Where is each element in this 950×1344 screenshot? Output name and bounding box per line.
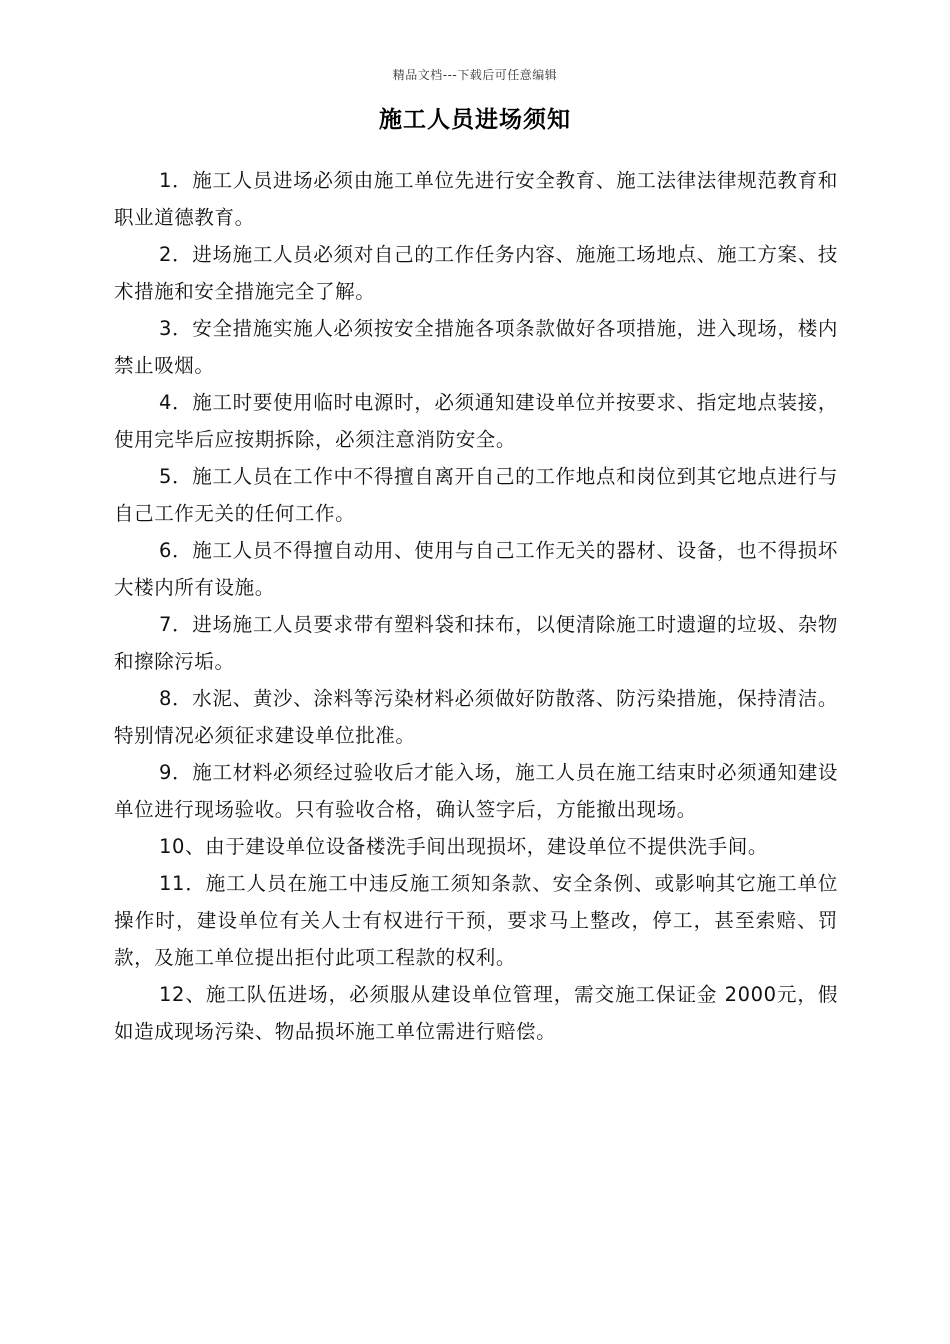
clause-2: 2．进场施工人员必须对自己的工作任务内容、施施工场地点、施工方案、技术措施和安全措施完全了解。 (114, 243, 838, 303)
clause-9: 9．施工材料必须经过验收后才能入场，施工人员在施工结束时必须通知建设单位进行现场验收。只有验收合格，确认签字后，方能撤出现场。 (114, 761, 838, 821)
document-title: 施工人员进场须知 (379, 107, 571, 133)
clause-12: 12、施工队伍进场，必须服从建设单位管理，需交施工保证金 2000元，假如造成现场污染、物品损坏施工单位需进行赔偿。 (114, 983, 838, 1043)
clause-8: 8．水泥、黄沙、涂料等污染材料必须做好防散落、防污染措施，保持清洁。特别情况必须征求建设单位批准。 (114, 687, 838, 747)
clause-6: 6．施工人员不得擅自动用、使用与自己工作无关的器材、设备，也不得损坏大楼内所有设施。 (114, 539, 838, 599)
clause-list (114, 162, 838, 1050)
clause-11: 11．施工人员在施工中违反施工须知条款、安全条例、或影响其它施工单位操作时，建设单位有关人士有权进行干预，要求马上整改，停工，甚至索赔、罚款，及施工单位提出拒付此项工程款的权利。 (114, 872, 838, 969)
clause-1: 1．施工人员进场必须由施工单位先进行安全教育、施工法律法律规范教育和职业道德教育。 (114, 169, 838, 229)
clause-7: 7．进场施工人员要求带有塑料袋和抹布，以便清除施工时遗遛的垃圾、杂物和擦除污垢。 (114, 613, 838, 673)
clause-3: 3．安全措施实施人必须按安全措施各项条款做好各项措施，进入现场，楼内禁止吸烟。 (114, 317, 838, 377)
clause-10: 10、由于建设单位设备楼洗手间出现损坏，建设单位不提供洗手间。 (159, 835, 768, 858)
clause-4: 4．施工时要使用临时电源时，必须通知建设单位并按要求、指定地点装接，使用完毕后应按期拆除，必须注意消防安全。 (114, 391, 838, 451)
header-note: 精品文档---下载后可任意编辑 (392, 68, 558, 82)
clause-5: 5．施工人员在工作中不得擅自离开自己的工作地点和岗位到其它地点进行与自己工作无关的任何工作。 (114, 465, 838, 525)
